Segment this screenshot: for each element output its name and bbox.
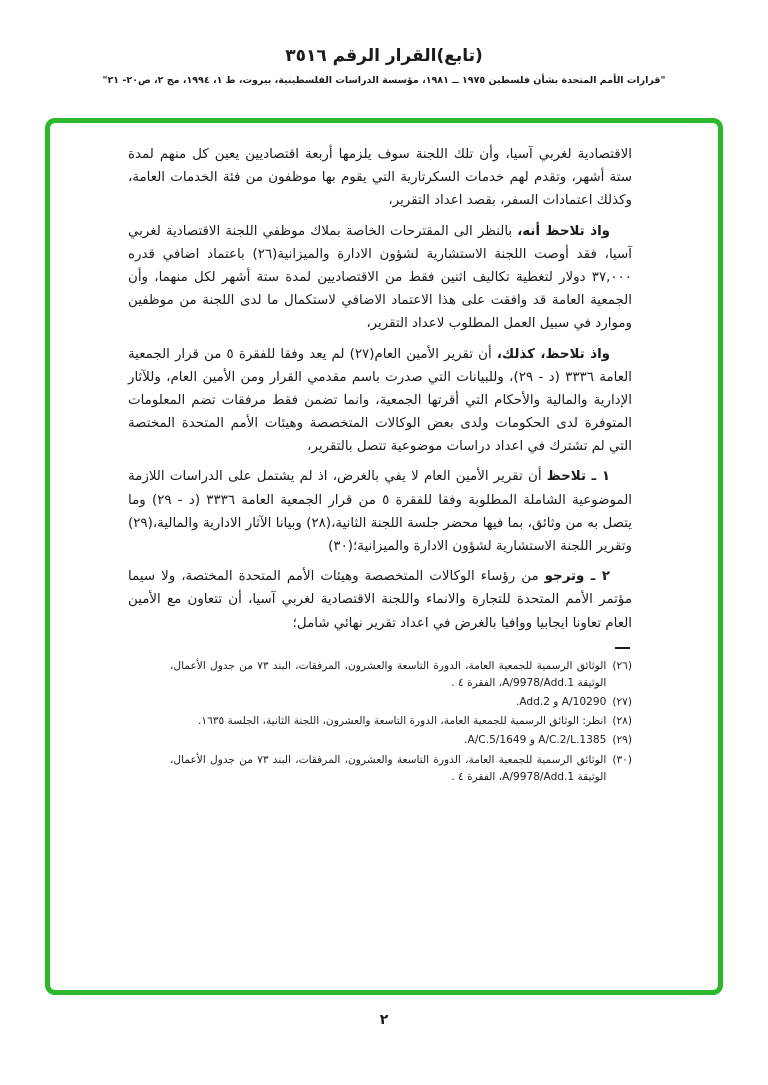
paragraph-text: أن تقرير الأمين العام لا يفي بالغرض، اذ لم يشتمل على الدراسات اللازمة الموضوعية الشاملة المطلوبة وفقا للفقرة ٥ من قرار الجمعية العامة ٣٣٣٦ (د - ٢٩) وما يتصل به من وثائق، بما فيها محضر جلسة اللجنة الثانية،(٢٨) وبيانا الآثار الادارية والمالية،(٢٩) وتقرير اللجنة الاستشارية لشؤون الادارة والميزانية؛(٣٠) <box>128 469 633 554</box>
paragraph-lead: ١ ـ تلاحظ <box>546 469 611 485</box>
page-number: ٢ <box>379 1012 389 1028</box>
footnote-29 <box>170 732 632 749</box>
operative-item-1 <box>128 465 632 558</box>
footnote-text: الوثائق الرسمية للجمعية العامة، الدورة التاسعة والعشرون، المرفقات، البند ٧٣ من جدول الأعمال، الوثيقة A/9978/Add.1، الفقرة ٤ . <box>170 753 607 783</box>
paragraph-lead: ٢ ـ وترجو <box>544 569 610 585</box>
footnote-marker: (٣٠) <box>612 753 632 766</box>
source-citation: "قرارات الأمم المتحدة بشأن فلسطين ١٩٧٥ ــ ١٩٨١، مؤسسة الدراسات الفلسطينية، بيروت، ط ١، ١٩٩٤، مج ٢، ص٢٠- ٢١" <box>102 75 666 86</box>
paragraph-text: أن تقرير الأمين العام(٢٧) لم يعد وفقا للفقرة ٥ من قرار الجمعية العامة ٣٣٣٦ (د - ٢٩)، وللبيانات التي صدرت باسم مقدمي القرار ومن الأمين العام، وللآثار الإدارية والمالية والأحكام التي أقرتها الجمعية، وانما تضمن فقط مرفقات تضم المعلومات المتوفرة لدى الحكومات ولدى بعض الوكالات المتخصصة وهيئات الأمم المتحدة المختصة التي لم تشترك في اعداد دراسات موضوعية تتصل بالتقرير، <box>128 346 632 455</box>
paragraph-noting-2 <box>128 343 632 459</box>
footnote-text: انظر: الوثائق الرسمية للجمعية العامة، الدورة التاسعة والعشرون، اللجنة الثانية، الجلسة ١٦٣٥. <box>198 715 607 728</box>
footnotes-section <box>170 658 632 786</box>
footnote-marker: (٢٩) <box>612 734 632 747</box>
footnote-30 <box>170 752 632 786</box>
footnote-26 <box>170 658 632 692</box>
content-frame <box>45 118 723 995</box>
footnote-separator <box>615 647 630 649</box>
page-header <box>0 0 768 86</box>
footnote-marker: (٢٨) <box>612 715 632 728</box>
paragraph-continuation <box>128 143 632 213</box>
footnote-28 <box>170 713 632 730</box>
footnote-text: الوثائق الرسمية للجمعية العامة، الدورة التاسعة والعشرون، المرفقات، البند ٧٣ من جدول الأعمال، الوثيقة A/9978/Add.1، الفقرة ٤ . <box>170 659 607 689</box>
paragraph-lead: واذ تلاحظ أنه، <box>517 223 610 239</box>
operative-item-2 <box>128 565 632 635</box>
paragraph-lead: واذ تلاحظ، كذلك، <box>496 346 610 362</box>
resolution-body <box>128 143 632 635</box>
resolution-title: (تابع)القرار الرقم ٣٥١٦ <box>285 46 483 66</box>
paragraph-text: من رؤساء الوكالات المتخصصة وهيئات الأمم المتحدة المختصة، ولا سيما مؤتمر الأمم المتحدة للتجارة والانماء واللجنة الاقتصادية لغربي آسيا، أن تتعاون مع الأمين العام تعاونا ايجابيا ووافيا بالغرض في اعداد تقرير نهائي شامل؛ <box>128 569 632 631</box>
footnote-marker: (٢٧) <box>612 696 632 709</box>
paragraph-noting-1 <box>128 220 632 336</box>
footnote-text: A/C.2/L.1385 و A/C.5/1649. <box>464 734 607 747</box>
footnote-text: A/10290 و Add.2. <box>515 696 607 709</box>
footnote-27 <box>170 694 632 711</box>
paragraph-text: بالنظر الى المقترحات الخاصة بملاك موظفي اللجنة الاقتصادية لغربي آسيا، فقد أوصت اللجنة الاستشارية لشؤون الادارة والميزانية(٢٦) باعتماد اضافي قدره ٣٧,٠٠٠ دولار لتغطية تكاليف اثنين فقط من الاقتصاديين لمدة ستة أشهر لكل منهما، وأن الجمعية العامة قد وافقت على هذا الاعتماد الاضافي لاستكمال ما لدى اللجنة من موظفين وموارد في سبيل العمل المطلوب لاعداد التقرير، <box>128 223 633 332</box>
paragraph-text: الاقتصادية لغربي آسيا، وأن تلك اللجنة سوف يلزمها أربعة اقتصاديين يعين كل منهم لمدة ستة أشهر، وتقدم لهم خدمات السكرتارية التي يقوم بها موظفون من فئة الخدمات العامة، وكذلك اعتمادات السفر، بقصد اعداد التقرير، <box>128 147 632 209</box>
footnote-marker: (٢٦) <box>612 659 632 672</box>
